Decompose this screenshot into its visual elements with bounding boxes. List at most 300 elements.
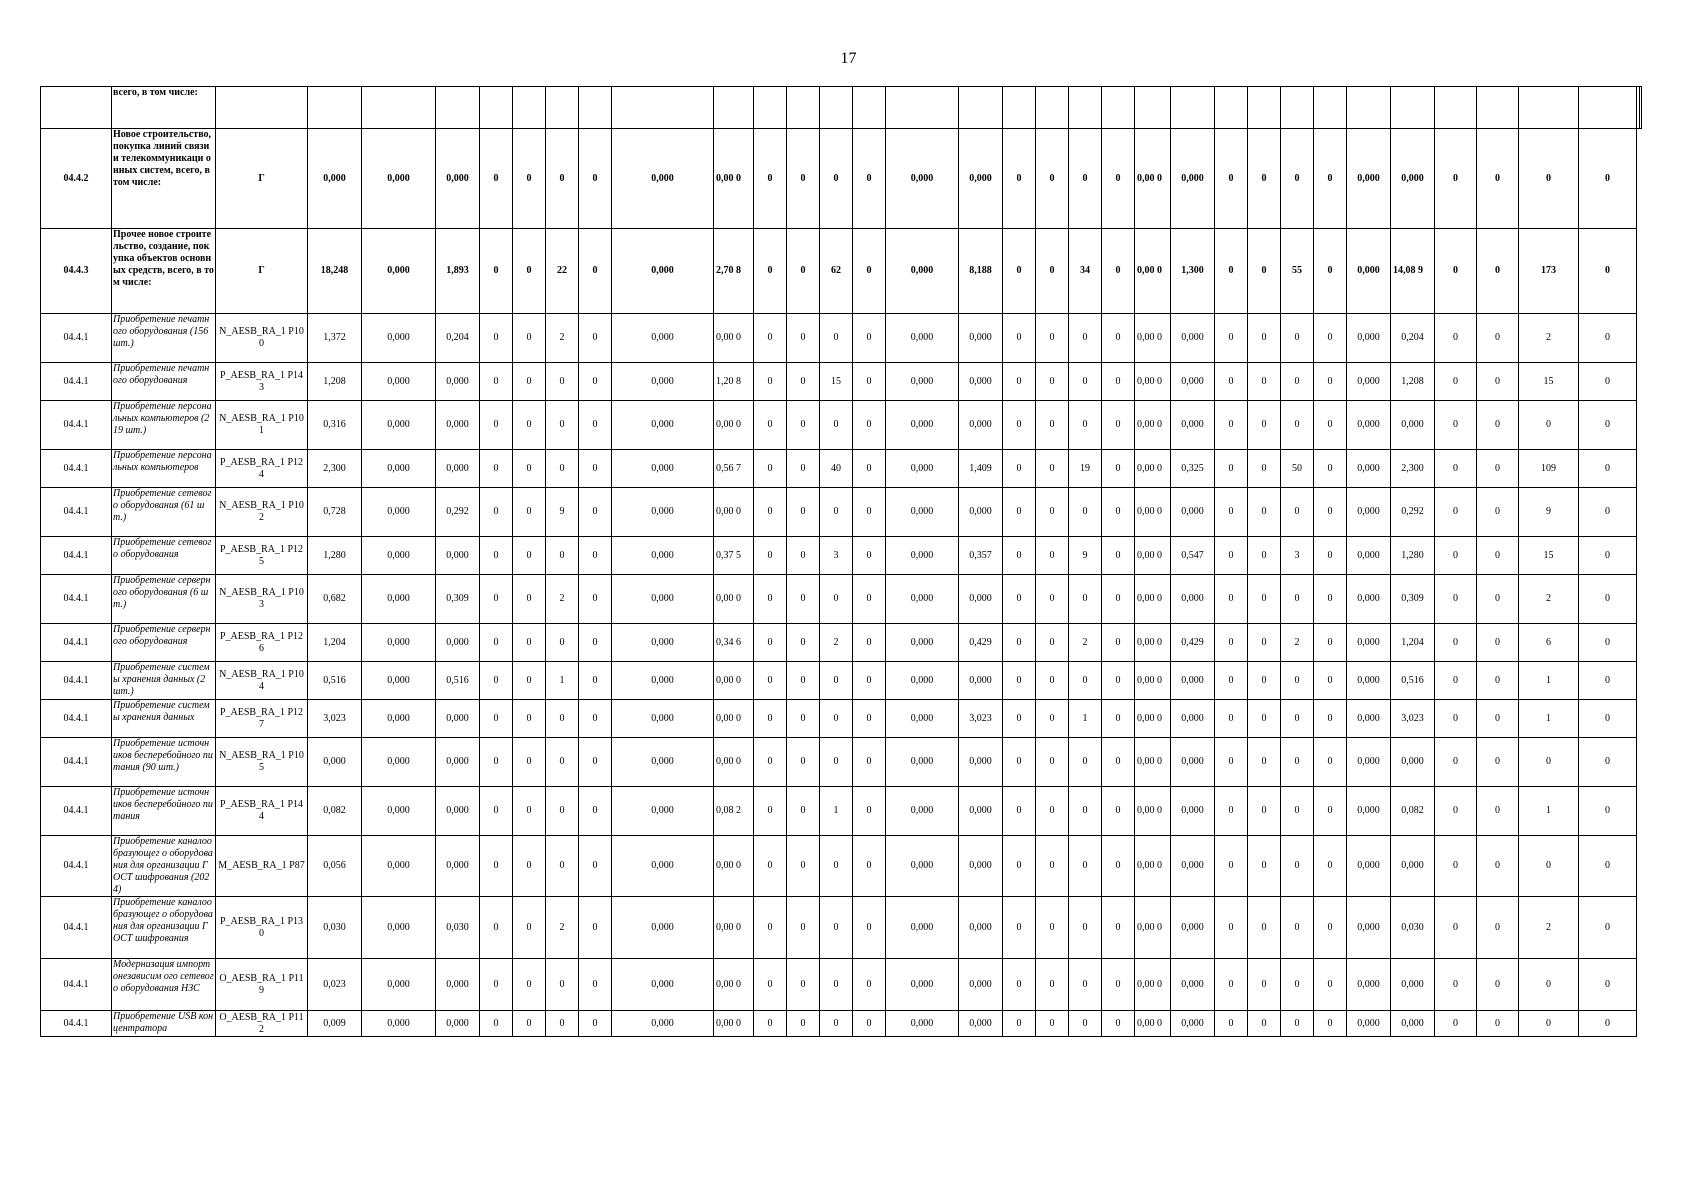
row-value: 0,000: [1171, 129, 1215, 229]
row-value: 0,000: [612, 488, 714, 537]
row-value: 0: [820, 1011, 853, 1037]
row-value: 0: [1579, 738, 1637, 787]
row-value: 0: [1102, 624, 1135, 662]
row-value: 0,000: [362, 129, 436, 229]
row-value: 0: [513, 897, 546, 959]
row-value: 0,000: [1171, 738, 1215, 787]
row-value: 0: [1036, 662, 1069, 700]
row-value: 0,000: [612, 1011, 714, 1037]
row-value: 0: [513, 738, 546, 787]
row-name: Приобретение печатного оборудования (156 шт.): [112, 314, 216, 363]
row-value: 0: [1003, 229, 1036, 314]
row-value: 0,00 0: [714, 959, 754, 1011]
row-value: 3,023: [959, 700, 1003, 738]
row-value: 0: [579, 450, 612, 488]
row-value: 0: [853, 959, 886, 1011]
row-value: 0,009: [308, 1011, 362, 1037]
row-value: 0: [1281, 401, 1314, 450]
row-value: 0: [787, 401, 820, 450]
row-value: 0: [754, 738, 787, 787]
row-value: 0: [1248, 129, 1281, 229]
row-value: 0,00 0: [714, 836, 754, 897]
row-value: 0: [1314, 363, 1347, 401]
row-value: 0: [1281, 363, 1314, 401]
row-value: 0,000: [886, 401, 959, 450]
row-value: 0,000: [1347, 836, 1391, 897]
row-value: [1036, 87, 1069, 129]
row-value: 0: [546, 624, 579, 662]
row-value: 0: [820, 959, 853, 1011]
row-value: 0: [787, 662, 820, 700]
row-value: 0,000: [436, 129, 480, 229]
row-value: 0: [853, 662, 886, 700]
row-value: 0: [1477, 229, 1519, 314]
row-value: 0: [480, 314, 513, 363]
row-value: 1: [820, 787, 853, 836]
row-value: 0,000: [612, 959, 714, 1011]
row-value: 0,000: [959, 488, 1003, 537]
row-identifier: P_AESB_RA_1 P143: [216, 363, 308, 401]
row-value: 0: [853, 537, 886, 575]
row-value: 0: [820, 662, 853, 700]
row-value: 1,20 8: [714, 363, 754, 401]
row-value: 3: [1281, 537, 1314, 575]
row-value: 0: [820, 700, 853, 738]
row-value: 1,280: [1391, 537, 1435, 575]
row-value: 0,00 0: [714, 1011, 754, 1037]
row-value: 0,000: [436, 959, 480, 1011]
row-value: 0: [1036, 836, 1069, 897]
row-value: 0: [513, 662, 546, 700]
row-value: 0: [1003, 363, 1036, 401]
row-value: 0: [1281, 129, 1314, 229]
row-value: 0,000: [1347, 401, 1391, 450]
row-value: 0: [1248, 897, 1281, 959]
row-value: 0: [480, 229, 513, 314]
row-value: 0: [513, 314, 546, 363]
row-value: 0,37 5: [714, 537, 754, 575]
row-value: 0: [1215, 836, 1248, 897]
row-value: 0,000: [1391, 1011, 1435, 1037]
row-value: 0: [1314, 488, 1347, 537]
row-value: 0: [1477, 738, 1519, 787]
row-value: [1519, 87, 1579, 129]
row-value: 0: [579, 488, 612, 537]
row-value: 0,000: [1171, 575, 1215, 624]
row-value: 0: [579, 787, 612, 836]
row-value: 0,000: [612, 575, 714, 624]
row-value: [754, 87, 787, 129]
row-value: 0: [787, 738, 820, 787]
row-value: 0,000: [886, 488, 959, 537]
row-value: 0: [1314, 662, 1347, 700]
row-value: 0,000: [436, 738, 480, 787]
row-value: 0,000: [886, 129, 959, 229]
row-value: 0: [1036, 314, 1069, 363]
row-value: 9: [1519, 488, 1579, 537]
row-value: 0,000: [959, 363, 1003, 401]
row-value: 0: [1281, 738, 1314, 787]
row-value: 0: [546, 787, 579, 836]
row-value: 8,188: [959, 229, 1003, 314]
row-value: 0: [853, 488, 886, 537]
row-value: 0: [1519, 836, 1579, 897]
row-value: 0: [1579, 624, 1637, 662]
row-value: 0: [1248, 738, 1281, 787]
row-value: 0: [1215, 401, 1248, 450]
row-value: 0,000: [1171, 897, 1215, 959]
row-value: 0,000: [959, 314, 1003, 363]
row-value: 0: [1519, 1011, 1579, 1037]
row-value: 0: [1069, 314, 1102, 363]
row-value: 0: [1003, 314, 1036, 363]
row-value: 0: [1248, 450, 1281, 488]
row-value: 0,00 0: [714, 314, 754, 363]
row-value: 0: [754, 897, 787, 959]
table-row: [41, 488, 1642, 537]
row-value: 0: [1102, 897, 1135, 959]
row-value: 0,00 0: [714, 700, 754, 738]
row-value: 0: [787, 537, 820, 575]
row-value: 1,893: [436, 229, 480, 314]
row-identifier: N_AESB_RA_1 P104: [216, 662, 308, 700]
row-value: 0: [1215, 575, 1248, 624]
row-value: 0,000: [1347, 787, 1391, 836]
row-value: 0: [579, 738, 612, 787]
row-value: 0,000: [436, 836, 480, 897]
row-name: Приобретение USB концентратора: [112, 1011, 216, 1037]
row-value: 0: [1069, 959, 1102, 1011]
row-value: 0: [1102, 662, 1135, 700]
row-value: 0: [1248, 488, 1281, 537]
row-value: 0: [1069, 787, 1102, 836]
row-value: 0: [1215, 537, 1248, 575]
row-value: 0: [1102, 537, 1135, 575]
row-value: 0: [787, 129, 820, 229]
row-value: 0: [1215, 959, 1248, 1011]
row-name: Приобретение источников бесперебойного питания: [112, 787, 216, 836]
row-value: 0: [787, 836, 820, 897]
row-value: 0: [1215, 624, 1248, 662]
row-value: 0: [579, 959, 612, 1011]
row-value: 0: [1477, 897, 1519, 959]
row-value: 0,000: [959, 959, 1003, 1011]
row-value: 0,000: [362, 488, 436, 537]
row-value: 0: [1102, 575, 1135, 624]
row-value: 0,000: [612, 401, 714, 450]
row-value: 0: [1281, 1011, 1314, 1037]
row-value: [820, 87, 853, 129]
row-value: 0: [1215, 363, 1248, 401]
row-value: 0: [1314, 787, 1347, 836]
row-value: [886, 87, 959, 129]
row-value: 0,000: [1171, 959, 1215, 1011]
row-value: 0: [1477, 575, 1519, 624]
row-value: 0,023: [308, 959, 362, 1011]
row-name: Модернизация импортонезависим ого сетевого оборудования НЗС: [112, 959, 216, 1011]
row-identifier: N_AESB_RA_1 P105: [216, 738, 308, 787]
table-row: [41, 700, 1642, 738]
row-value: 0: [1215, 738, 1248, 787]
row-identifier: N_AESB_RA_1 P102: [216, 488, 308, 537]
row-value: 0,00 0: [1135, 624, 1171, 662]
row-value: [1003, 87, 1036, 129]
row-value: 2: [546, 897, 579, 959]
row-value: 0,000: [1347, 363, 1391, 401]
row-value: 0: [579, 1011, 612, 1037]
row-identifier: P_AESB_RA_1 P130: [216, 897, 308, 959]
row-value: 0: [1579, 488, 1637, 537]
row-value: 0,000: [436, 1011, 480, 1037]
row-value: 0: [1248, 624, 1281, 662]
row-value: 0: [1069, 363, 1102, 401]
row-value: 0: [1248, 787, 1281, 836]
row-value: 0,00 0: [1135, 959, 1171, 1011]
row-value: 0: [1281, 662, 1314, 700]
row-value: 0,000: [436, 624, 480, 662]
row-name: Прочее новое строительство, создание, покупка объектов основных средств, всего, в том числе:: [112, 229, 216, 314]
row-value: 2: [1281, 624, 1314, 662]
row-value: [714, 87, 754, 129]
row-value: 0,429: [959, 624, 1003, 662]
row-name: Приобретение серверного оборудования (6 шт.): [112, 575, 216, 624]
row-value: 0: [787, 488, 820, 537]
row-code: 04.4.1: [41, 662, 112, 700]
row-value: 0: [480, 897, 513, 959]
row-value: 9: [546, 488, 579, 537]
row-identifier: Г: [216, 129, 308, 229]
row-value: 0: [1003, 450, 1036, 488]
row-value: 0: [513, 229, 546, 314]
row-value: 0: [1036, 787, 1069, 836]
row-value: 0,00 0: [1135, 1011, 1171, 1037]
row-code: 04.4.1: [41, 738, 112, 787]
row-value: 0,000: [886, 662, 959, 700]
row-value: 0: [820, 129, 853, 229]
row-value: 0,000: [1391, 738, 1435, 787]
row-identifier: N_AESB_RA_1 P101: [216, 401, 308, 450]
row-value: [1102, 87, 1135, 129]
row-name: Новое строительство, покупка линий связи и телекоммуникаци онных систем, всего, в том числе:: [112, 129, 216, 229]
row-value: 0: [787, 314, 820, 363]
row-value: 0,000: [362, 836, 436, 897]
row-value: 0: [1579, 450, 1637, 488]
row-code: 04.4.1: [41, 537, 112, 575]
row-value: 0,000: [1391, 959, 1435, 1011]
row-value: 0,000: [886, 450, 959, 488]
row-value: 0: [1036, 959, 1069, 1011]
row-value: 0: [1579, 129, 1637, 229]
row-value: 15: [1519, 537, 1579, 575]
row-value: 6: [1519, 624, 1579, 662]
row-value: 0: [1003, 897, 1036, 959]
row-value: 0: [1477, 537, 1519, 575]
row-value: 0: [1281, 575, 1314, 624]
row-value: 0,000: [612, 129, 714, 229]
row-value: 0: [546, 836, 579, 897]
row-value: 0: [1102, 363, 1135, 401]
row-value: 0,00 0: [714, 575, 754, 624]
row-value: 0: [754, 1011, 787, 1037]
investment-table: [40, 86, 1642, 1037]
row-value: 0: [1579, 662, 1637, 700]
row-value: 0: [1435, 897, 1477, 959]
row-value: 0,000: [1171, 662, 1215, 700]
row-value: 0: [480, 363, 513, 401]
row-value: 0: [1003, 537, 1036, 575]
row-value: 0,000: [362, 624, 436, 662]
row-identifier: O_AESB_RA_1 P112: [216, 1011, 308, 1037]
row-value: 0: [513, 959, 546, 1011]
row-value: 0: [1579, 959, 1637, 1011]
row-value: 0: [1579, 787, 1637, 836]
row-value: 0: [513, 537, 546, 575]
row-value: 0: [1248, 314, 1281, 363]
row-value: 0: [754, 700, 787, 738]
row-value: 0: [1036, 363, 1069, 401]
row-value: 0: [820, 314, 853, 363]
row-value: 0: [1477, 662, 1519, 700]
row-value: 0: [1314, 537, 1347, 575]
row-value: 0: [480, 129, 513, 229]
row-value: 0,309: [1391, 575, 1435, 624]
row-code: 04.4.1: [41, 1011, 112, 1037]
row-value: 0: [1477, 401, 1519, 450]
row-value: 1,372: [308, 314, 362, 363]
row-value: 0: [1215, 229, 1248, 314]
row-value: 0: [579, 897, 612, 959]
row-value: 0: [1248, 575, 1281, 624]
row-value: 0: [1102, 700, 1135, 738]
row-value: 0: [1579, 537, 1637, 575]
row-value: 0,429: [1171, 624, 1215, 662]
row-value: 0: [1215, 129, 1248, 229]
row-value: 0: [754, 662, 787, 700]
row-name: всего, в том числе:: [112, 87, 216, 129]
row-value: 1,409: [959, 450, 1003, 488]
row-value: 0,292: [436, 488, 480, 537]
row-value: 0: [1215, 1011, 1248, 1037]
row-value: 0: [853, 575, 886, 624]
row-value: 0: [480, 662, 513, 700]
row-value: 0: [1248, 662, 1281, 700]
row-value: 0: [1036, 450, 1069, 488]
row-value: 0,000: [1347, 1011, 1391, 1037]
row-value: 3: [820, 537, 853, 575]
row-value: 0,34 6: [714, 624, 754, 662]
row-value: 0,547: [1171, 537, 1215, 575]
row-value: 0,000: [959, 836, 1003, 897]
row-value: 0: [754, 959, 787, 1011]
table-row: [41, 738, 1642, 787]
row-value: 9: [1069, 537, 1102, 575]
row-value: 0: [1435, 700, 1477, 738]
row-value: 0: [1314, 229, 1347, 314]
row-value: 0,000: [1347, 738, 1391, 787]
row-value: 0,00 0: [1135, 787, 1171, 836]
row-value: 0: [546, 1011, 579, 1037]
row-value: 0: [1069, 129, 1102, 229]
row-value: 0: [1248, 836, 1281, 897]
row-value: 0,08 2: [714, 787, 754, 836]
row-value: 0,516: [308, 662, 362, 700]
row-value: [546, 87, 579, 129]
row-value: 0: [480, 959, 513, 1011]
row-value: 0,000: [362, 738, 436, 787]
row-identifier: N_AESB_RA_1 P100: [216, 314, 308, 363]
row-value: 0,000: [1347, 959, 1391, 1011]
row-value: 0,00 0: [714, 897, 754, 959]
row-value: 0: [1102, 488, 1135, 537]
row-value: [1281, 87, 1314, 129]
row-value: 0: [1102, 836, 1135, 897]
row-value: 0,000: [1347, 897, 1391, 959]
row-value: 0,030: [436, 897, 480, 959]
row-value: 0: [480, 624, 513, 662]
row-value: 0: [853, 1011, 886, 1037]
row-value: 50: [1281, 450, 1314, 488]
row-value: 0: [579, 700, 612, 738]
row-value: 0,000: [612, 537, 714, 575]
row-value: [1391, 87, 1435, 129]
row-value: 0,000: [362, 229, 436, 314]
row-name: Приобретение персональных компьютеров (219 шт.): [112, 401, 216, 450]
row-value: 0,082: [308, 787, 362, 836]
row-value: 0: [1036, 897, 1069, 959]
row-value: 0,082: [1391, 787, 1435, 836]
row-value: 0,325: [1171, 450, 1215, 488]
row-value: 0: [546, 959, 579, 1011]
row-value: 0: [1036, 537, 1069, 575]
row-value: 0: [853, 700, 886, 738]
row-value: 15: [1519, 363, 1579, 401]
row-value: [1215, 87, 1248, 129]
row-value: 3,023: [1391, 700, 1435, 738]
row-value: 2: [1519, 897, 1579, 959]
row-value: 0: [1069, 401, 1102, 450]
row-value: 0: [1314, 1011, 1347, 1037]
row-value: 40: [820, 450, 853, 488]
row-value: [1248, 87, 1281, 129]
row-value: 0: [1314, 700, 1347, 738]
row-value: 0: [787, 897, 820, 959]
row-value: 2,300: [1391, 450, 1435, 488]
row-value: 0: [1215, 787, 1248, 836]
row-value: 0,682: [308, 575, 362, 624]
row-value: 0: [1435, 229, 1477, 314]
row-value: 0: [1248, 401, 1281, 450]
row-value: 0: [1477, 1011, 1519, 1037]
row-value: 0: [1215, 488, 1248, 537]
row-value: 0: [1435, 787, 1477, 836]
row-name: Приобретение источников бесперебойного питания (90 шт.): [112, 738, 216, 787]
row-value: 0: [754, 450, 787, 488]
row-value: 1,204: [1391, 624, 1435, 662]
row-value: 0: [1579, 229, 1637, 314]
row-value: 0: [513, 700, 546, 738]
row-value: 0: [579, 401, 612, 450]
row-value: [1171, 87, 1215, 129]
row-value: 0,000: [436, 787, 480, 836]
table-body: [41, 87, 1642, 1037]
row-value: 0: [480, 787, 513, 836]
row-value: 0,00 0: [1135, 401, 1171, 450]
row-value: 0: [787, 575, 820, 624]
row-code: 04.4.1: [41, 700, 112, 738]
row-value: 0,000: [612, 363, 714, 401]
row-value: [1579, 87, 1637, 129]
row-value: 0,000: [362, 314, 436, 363]
